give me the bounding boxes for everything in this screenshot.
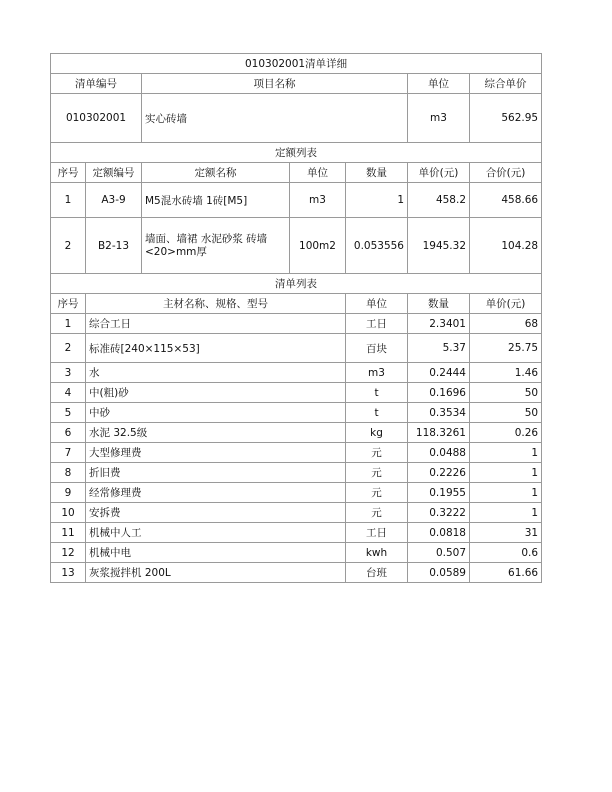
material-qty: 118.3261 <box>408 423 470 443</box>
material-qty: 5.37 <box>408 334 470 363</box>
material-seq: 2 <box>51 334 86 363</box>
material-row <box>51 423 542 443</box>
quota-unit: m3 <box>290 183 346 218</box>
material-row <box>51 463 542 483</box>
quota-seq: 1 <box>51 183 86 218</box>
material-price: 1 <box>470 503 542 523</box>
material-qty: 0.0589 <box>408 563 470 583</box>
material-unit: t <box>346 403 408 423</box>
material-seq: 4 <box>51 383 86 403</box>
material-name: 机械中电 <box>86 543 346 563</box>
material-unit: 工日 <box>346 523 408 543</box>
material-unit: m3 <box>346 363 408 383</box>
material-unit: t <box>346 383 408 403</box>
material-name: 灰浆搅拌机 200L <box>86 563 346 583</box>
material-unit: kwh <box>346 543 408 563</box>
material-price: 50 <box>470 383 542 403</box>
quota-name: M5混水砖墙 1砖[M5] <box>142 183 290 218</box>
material-seq: 10 <box>51 503 86 523</box>
material-seq: 12 <box>51 543 86 563</box>
material-qty: 0.0818 <box>408 523 470 543</box>
material-seq: 13 <box>51 563 86 583</box>
quota-name-header: 定额名称 <box>142 163 290 183</box>
material-qty: 0.507 <box>408 543 470 563</box>
material-header-row <box>51 294 542 314</box>
material-name: 水 <box>86 363 346 383</box>
material-qty-header: 数量 <box>408 294 470 314</box>
material-seq: 1 <box>51 314 86 334</box>
quota-total: 104.28 <box>470 218 542 274</box>
material-price-header: 单价(元) <box>470 294 542 314</box>
material-name: 折旧费 <box>86 463 346 483</box>
bill-header-row <box>51 74 542 94</box>
quota-total: 458.66 <box>470 183 542 218</box>
material-unit: 元 <box>346 503 408 523</box>
bill-code-header: 清单编号 <box>51 74 142 94</box>
material-unit: 元 <box>346 483 408 503</box>
material-price: 1 <box>470 463 542 483</box>
bill-unit: m3 <box>408 94 470 143</box>
material-seq: 6 <box>51 423 86 443</box>
material-seq: 8 <box>51 463 86 483</box>
material-name: 中砂 <box>86 403 346 423</box>
quota-code: A3-9 <box>86 183 142 218</box>
quota-section-row <box>51 143 542 163</box>
material-row <box>51 443 542 463</box>
quota-code-header: 定额编号 <box>86 163 142 183</box>
quota-qty-header: 数量 <box>346 163 408 183</box>
material-section-title: 清单列表 <box>51 274 542 294</box>
material-name: 中(粗)砂 <box>86 383 346 403</box>
material-unit: 台班 <box>346 563 408 583</box>
material-row <box>51 314 542 334</box>
material-row <box>51 334 542 363</box>
quota-header-row <box>51 163 542 183</box>
quota-price: 458.2 <box>408 183 470 218</box>
material-name: 水泥 32.5级 <box>86 423 346 443</box>
material-row <box>51 563 542 583</box>
bill-row <box>51 94 542 143</box>
quota-qty: 0.053556 <box>346 218 408 274</box>
quota-unit-header: 单位 <box>290 163 346 183</box>
material-price: 1 <box>470 483 542 503</box>
material-seq: 11 <box>51 523 86 543</box>
material-unit: kg <box>346 423 408 443</box>
bill-code: 010302001 <box>51 94 142 143</box>
material-qty: 0.2444 <box>408 363 470 383</box>
quota-qty: 1 <box>346 183 408 218</box>
material-price: 1 <box>470 443 542 463</box>
material-price: 50 <box>470 403 542 423</box>
quota-name: 墙面、墙裙 水泥砂浆 砖墙<20>mm厚 <box>142 218 290 274</box>
material-price: 61.66 <box>470 563 542 583</box>
material-price: 1.46 <box>470 363 542 383</box>
material-seq: 9 <box>51 483 86 503</box>
material-name: 综合工日 <box>86 314 346 334</box>
bill-unit-header: 单位 <box>408 74 470 94</box>
material-unit: 工日 <box>346 314 408 334</box>
quota-seq-header: 序号 <box>51 163 86 183</box>
quota-seq: 2 <box>51 218 86 274</box>
quota-price: 1945.32 <box>408 218 470 274</box>
material-unit: 百块 <box>346 334 408 363</box>
table-title: 010302001清单详细 <box>51 54 542 74</box>
material-row <box>51 543 542 563</box>
material-seq: 5 <box>51 403 86 423</box>
material-row <box>51 503 542 523</box>
material-seq: 3 <box>51 363 86 383</box>
bill-name-header: 项目名称 <box>142 74 408 94</box>
material-name: 大型修理费 <box>86 443 346 463</box>
material-row <box>51 403 542 423</box>
quota-total-header: 合价(元) <box>470 163 542 183</box>
material-price: 68 <box>470 314 542 334</box>
material-row <box>51 483 542 503</box>
material-unit: 元 <box>346 443 408 463</box>
bill-name: 实心砖墙 <box>142 94 408 143</box>
material-price: 0.26 <box>470 423 542 443</box>
material-section-row <box>51 274 542 294</box>
material-name-header: 主材名称、规格、型号 <box>86 294 346 314</box>
material-qty: 0.2226 <box>408 463 470 483</box>
quota-unit: 100m2 <box>290 218 346 274</box>
material-row <box>51 523 542 543</box>
material-qty: 0.1955 <box>408 483 470 503</box>
material-qty: 2.3401 <box>408 314 470 334</box>
material-seq: 7 <box>51 443 86 463</box>
material-name: 机械中人工 <box>86 523 346 543</box>
material-seq-header: 序号 <box>51 294 86 314</box>
material-price: 25.75 <box>470 334 542 363</box>
quota-price-header: 单价(元) <box>408 163 470 183</box>
material-qty: 0.1696 <box>408 383 470 403</box>
quota-code: B2-13 <box>86 218 142 274</box>
material-unit-header: 单位 <box>346 294 408 314</box>
material-row <box>51 363 542 383</box>
material-qty: 0.3222 <box>408 503 470 523</box>
quota-row <box>51 183 542 218</box>
bill-price-header: 综合单价 <box>470 74 542 94</box>
material-price: 31 <box>470 523 542 543</box>
quota-section-title: 定额列表 <box>51 143 542 163</box>
material-unit: 元 <box>346 463 408 483</box>
material-qty: 0.0488 <box>408 443 470 463</box>
material-price: 0.6 <box>470 543 542 563</box>
bill-detail-table <box>50 53 542 583</box>
material-name: 经常修理费 <box>86 483 346 503</box>
title-row <box>51 54 542 74</box>
material-name: 安拆费 <box>86 503 346 523</box>
bill-unit-price: 562.95 <box>470 94 542 143</box>
material-name: 标准砖[240×115×53] <box>86 334 346 363</box>
material-row <box>51 383 542 403</box>
material-qty: 0.3534 <box>408 403 470 423</box>
quota-row <box>51 218 542 274</box>
